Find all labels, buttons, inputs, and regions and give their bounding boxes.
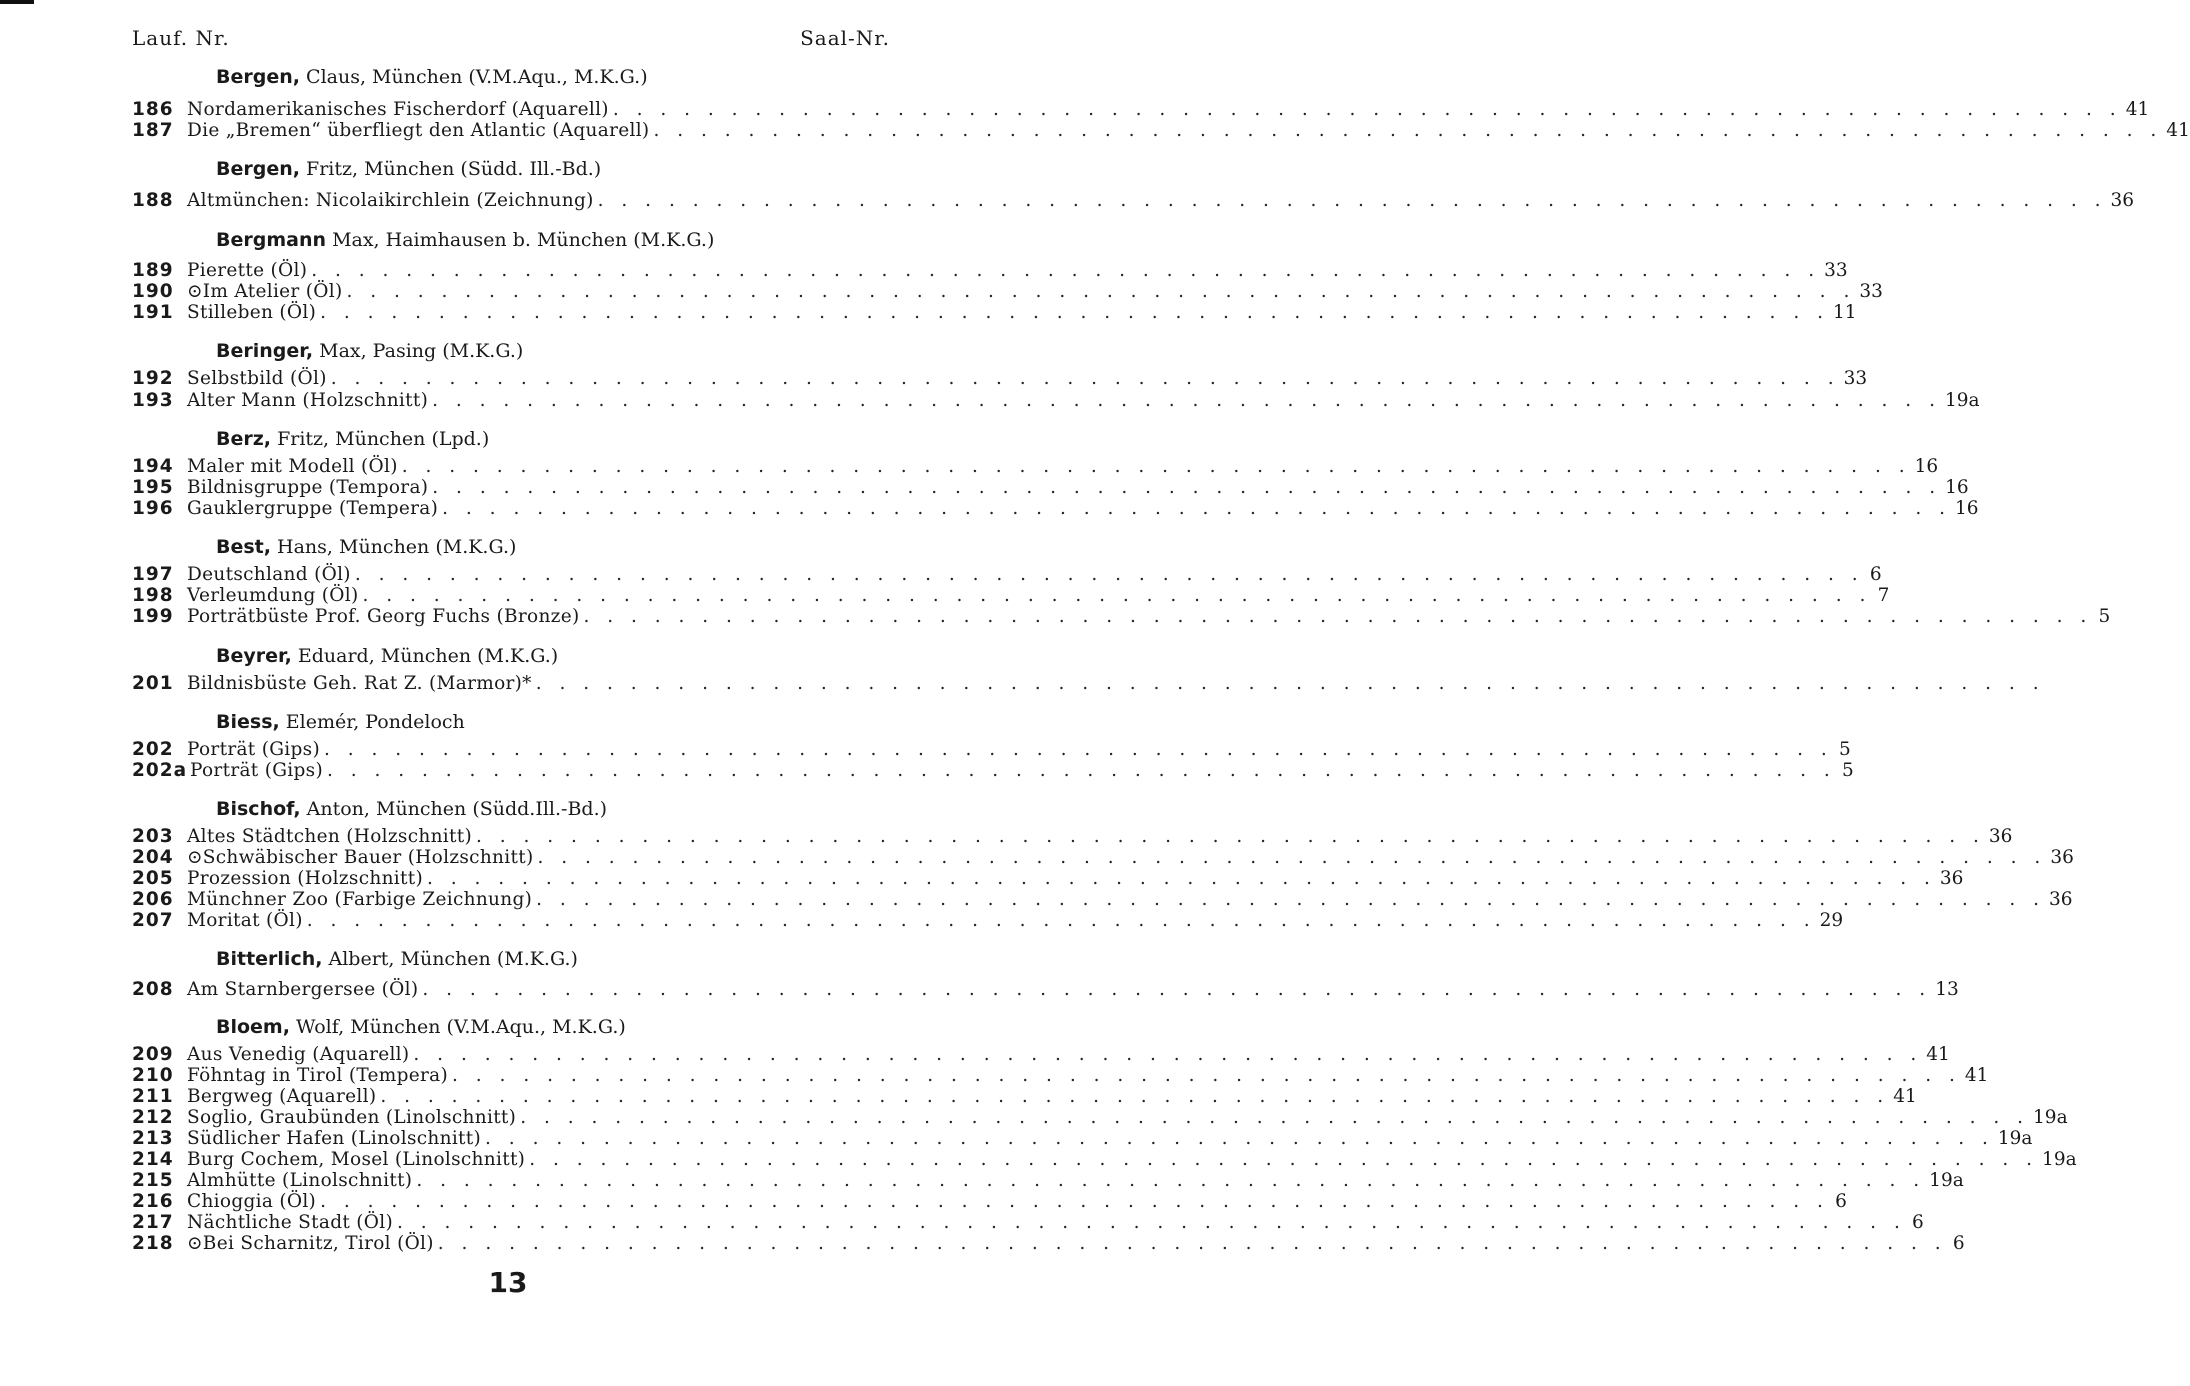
entry-number: 204 bbox=[132, 847, 174, 868]
catalog-entry bbox=[132, 1107, 2068, 1129]
entry-title: ⊙Bei Scharnitz, Tirol (Öl) bbox=[187, 1233, 434, 1254]
entry-title: Südlicher Hafen (Linolschnitt) bbox=[187, 1128, 482, 1149]
catalog-entry bbox=[132, 390, 1980, 412]
artist-details: Albert, München (M.K.G.) bbox=[328, 948, 578, 970]
artist-details: Wolf, München (V.M.Aqu., M.K.G.) bbox=[296, 1016, 626, 1038]
entry-room: 33 bbox=[1859, 281, 1883, 302]
entry-title: Altmünchen: Nicolaikirchlein (Zeichnung) bbox=[187, 190, 594, 211]
catalog-entry bbox=[132, 260, 1848, 282]
leader-dots: . . . . . . . . . . . . . . . . . . . . . . . . . . . . . . . . . . . . . . . . . . . . . . . . . . . . . . . . . . . . . . . . bbox=[476, 826, 1985, 847]
entry-title: Pierette (Öl) bbox=[187, 260, 308, 281]
leader-dots: . . . . . . . . . . . . . . . . . . . . . . . . . . . . . . . . . . . . . . . . . . . . . . . . . . . . . . . . . . . . . . . . bbox=[432, 390, 1941, 411]
artist-heading bbox=[216, 158, 601, 180]
catalog-entry bbox=[132, 673, 2045, 695]
catalog-entry bbox=[132, 606, 2111, 628]
artist-surname: Bergmann bbox=[216, 229, 327, 251]
artist-heading bbox=[216, 229, 714, 251]
entry-title: Münchner Zoo (Farbige Zeichnung) bbox=[187, 889, 533, 910]
entry-room: 16 bbox=[1945, 477, 1969, 498]
entry-number: 187 bbox=[132, 120, 174, 141]
entry-number: 186 bbox=[132, 99, 174, 120]
entry-room: 13 bbox=[1935, 979, 1959, 1000]
entry-room: 33 bbox=[1824, 260, 1848, 281]
leader-dots: . . . . . . . . . . . . . . . . . . . . . . . . . . . . . . . . . . . . . . . . . . . . . . . . . . . . . . . . . . . . . . . . bbox=[536, 889, 2045, 910]
entry-title: Prozession (Holzschnitt) bbox=[187, 868, 424, 889]
catalog-entry bbox=[132, 1086, 1917, 1108]
leader-dots: . . . . . . . . . . . . . . . . . . . . . . . . . . . . . . . . . . . . . . . . . . . . . . . . . . . . . . . . . . . . . . . . bbox=[529, 1149, 2039, 1170]
entry-title: Aus Venedig (Aquarell) bbox=[187, 1044, 410, 1065]
catalog-entry bbox=[132, 847, 2074, 869]
entry-title: Chioggia (Öl) bbox=[187, 1191, 317, 1212]
entry-title: Selbstbild (Öl) bbox=[187, 368, 327, 389]
catalog-entry bbox=[132, 281, 1883, 303]
catalog-entry bbox=[132, 564, 1882, 586]
catalog-entry bbox=[132, 1065, 1989, 1087]
catalog-entry bbox=[132, 739, 1851, 761]
entry-title: ⊙Im Atelier (Öl) bbox=[187, 281, 343, 302]
entry-room: 33 bbox=[1843, 368, 1868, 389]
entry-title: Bergweg (Aquarell) bbox=[187, 1086, 377, 1107]
catalog-entry bbox=[132, 477, 1969, 499]
leader-dots: . . . . . . . . . . . . . . . . . . . . . . . . . . . . . . . . . . . . . . . . . . . . . . . . . . . . . . . . . . . . . . . . bbox=[535, 673, 2045, 694]
catalog-entry bbox=[132, 826, 2013, 848]
entry-title: Bildnisbüste Geh. Rat Z. (Marmor)* bbox=[187, 673, 532, 694]
artist-heading bbox=[216, 66, 648, 88]
catalog-entry bbox=[132, 190, 2135, 212]
entry-number: 216 bbox=[132, 1191, 174, 1212]
entry-number: 212 bbox=[132, 1107, 174, 1128]
entry-number: 206 bbox=[132, 889, 174, 910]
leader-dots: . . . . . . . . . . . . . . . . . . . . . . . . . . . . . . . . . . . . . . . . . . . . . . . . . . . . . . . . . . . . . . . . bbox=[432, 477, 1942, 498]
entry-room: 6 bbox=[1952, 1233, 1965, 1254]
catalog-entry bbox=[132, 302, 1857, 324]
leader-dots: . . . . . . . . . . . . . . . . . . . . . . . . . . . . . . . . . . . . . . . . . . . . . . . . . . . . . . . . . . . . . . . . bbox=[413, 1044, 1923, 1065]
catalog-entry bbox=[132, 1044, 1950, 1066]
artist-surname: Bergen, bbox=[216, 66, 300, 88]
catalog-entry bbox=[132, 1233, 1965, 1255]
entry-number: 198 bbox=[132, 585, 174, 606]
leader-dots: . . . . . . . . . . . . . . . . . . . . . . . . . . . . . . . . . . . . . . . . . . . . . . . . . . . . . . . . . . . . . . . . bbox=[320, 1191, 1829, 1212]
artist-heading bbox=[216, 798, 607, 820]
artist-heading bbox=[216, 645, 558, 667]
artist-details: Elemér, Pondeloch bbox=[285, 711, 465, 733]
entry-title: Soglio, Graubünden (Linolschnitt) bbox=[187, 1107, 517, 1128]
entry-room: 41 bbox=[1893, 1086, 1917, 1107]
artist-surname: Bischof, bbox=[216, 798, 301, 820]
entry-room: 6 bbox=[1869, 564, 1882, 585]
leader-dots: . . . . . . . . . . . . . . . . . . . . . . . . . . . . . . . . . . . . . . . . . . . . . . . . . . . . . . . . . . . . . . . . bbox=[442, 498, 1951, 519]
catalog-entry bbox=[132, 498, 1979, 520]
entry-title: Maler mit Modell (Öl) bbox=[187, 456, 398, 477]
catalog-entry bbox=[132, 1191, 1847, 1213]
leader-dots: . . . . . . . . . . . . . . . . . . . . . . . . . . . . . . . . . . . . . . . . . . . . . . . . . . . . . . . . . . . . . . . . bbox=[416, 1170, 1926, 1191]
entry-number: 217 bbox=[132, 1212, 174, 1233]
catalog-entry bbox=[132, 1128, 2033, 1150]
artist-surname: Beringer, bbox=[216, 340, 314, 362]
entry-number: 210 bbox=[132, 1065, 174, 1086]
entry-title: Föhntag in Tirol (Tempera) bbox=[187, 1065, 449, 1086]
entry-number: 218 bbox=[132, 1233, 174, 1254]
artist-details: Fritz, München (Südd. Ill.-Bd.) bbox=[306, 158, 602, 180]
entry-room: 41 bbox=[2166, 120, 2190, 141]
catalog-entry bbox=[132, 1170, 1964, 1192]
entry-title: Stilleben (Öl) bbox=[187, 302, 317, 323]
leader-dots: . . . . . . . . . . . . . . . . . . . . . . . . . . . . . . . . . . . . . . . . . . . . . . . . . . . . . . . . . . . . . . . . bbox=[326, 760, 1836, 781]
artist-details: Claus, München (V.M.Aqu., M.K.G.) bbox=[306, 66, 648, 88]
artist-heading bbox=[216, 428, 489, 450]
entry-title: Nächtliche Stadt (Öl) bbox=[187, 1212, 393, 1233]
artist-surname: Bergen, bbox=[216, 158, 300, 180]
artist-surname: Bitterlich, bbox=[216, 948, 323, 970]
entry-number: 215 bbox=[132, 1170, 174, 1191]
entry-number: 203 bbox=[132, 826, 174, 847]
entry-room: 6 bbox=[1835, 1191, 1847, 1212]
leader-dots: . . . . . . . . . . . . . . . . . . . . . . . . . . . . . . . . . . . . . . . . . . . . . . . . . . . . . . . . . . . . . . . . bbox=[597, 190, 2107, 211]
entry-room: 36 bbox=[1939, 868, 1964, 889]
artist-heading bbox=[216, 340, 523, 362]
artist-details: Hans, München (M.K.G.) bbox=[277, 536, 517, 558]
entry-number: 211 bbox=[132, 1086, 174, 1107]
entry-title: Alter Mann (Holzschnitt) bbox=[187, 390, 429, 411]
entry-title: Burg Cochem, Mosel (Linolschnitt) bbox=[187, 1149, 526, 1170]
entry-title: Bildnisgruppe (Tempora) bbox=[187, 477, 429, 498]
leader-dots: . . . . . . . . . . . . . . . . . . . . . . . . . . . . . . . . . . . . . . . . . . . . . . . . . . . . . . . . . . . . . . . . bbox=[330, 368, 1840, 389]
entry-number: 209 bbox=[132, 1044, 174, 1065]
artist-heading bbox=[216, 536, 516, 558]
entry-number: 202 bbox=[132, 739, 174, 760]
entry-number: 208 bbox=[132, 979, 174, 1000]
entry-title: Almhütte (Linolschnitt) bbox=[187, 1170, 413, 1191]
artist-surname: Berz, bbox=[216, 428, 272, 450]
artist-surname: Bloem, bbox=[216, 1016, 290, 1038]
artist-heading bbox=[216, 1016, 626, 1038]
entry-title: ⊙Schwäbischer Bauer (Holzschnitt) bbox=[187, 847, 534, 868]
leader-dots: . . . . . . . . . . . . . . . . . . . . . . . . . . . . . . . . . . . . . . . . . . . . . . . . . . . . . . . . . . . . . . . . bbox=[396, 1212, 1906, 1233]
artist-details: Eduard, München (M.K.G.) bbox=[297, 645, 559, 667]
entry-number: 205 bbox=[132, 868, 174, 889]
leader-dots: . . . . . . . . . . . . . . . . . . . . . . . . . . . . . . . . . . . . . . . . . . . . . . . . . . . . . . . . . . . . . . . . bbox=[320, 302, 1829, 323]
entry-number: 190 bbox=[132, 281, 174, 302]
entry-title: Gauklergruppe (Tempera) bbox=[187, 498, 439, 519]
entry-number: 202a bbox=[132, 760, 188, 781]
entry-room: 16 bbox=[1914, 456, 1939, 477]
entry-room: 36 bbox=[2049, 889, 2073, 910]
entry-title: Moritat (Öl) bbox=[187, 910, 303, 931]
entry-number: 213 bbox=[132, 1128, 174, 1149]
leader-dots: . . . . . . . . . . . . . . . . . . . . . . . . . . . . . . . . . . . . . . . . . . . . . . . . . . . . . . . . . . . . . . . . bbox=[401, 456, 1911, 477]
leader-dots: . . . . . . . . . . . . . . . . . . . . . . . . . . . . . . . . . . . . . . . . . . . . . . . . . . . . . . . . . . . . . . . . bbox=[362, 585, 1872, 606]
leader-dots: . . . . . . . . . . . . . . . . . . . . . . . . . . . . . . . . . . . . . . . . . . . . . . . . . . . . . . . . . . . . . . . . bbox=[311, 260, 1821, 281]
leader-dots: . . . . . . . . . . . . . . . . . . . . . . . . . . . . . . . . . . . . . . . . . . . . . . . . . . . . . . . . . . . . . . . . bbox=[437, 1233, 1947, 1254]
entry-room: 16 bbox=[1955, 498, 1979, 519]
catalog-entry bbox=[132, 889, 2073, 911]
entry-room: 19a bbox=[2042, 1149, 2077, 1170]
entry-title: Deutschland (Öl) bbox=[187, 564, 351, 585]
entry-room: 5 bbox=[1842, 760, 1854, 781]
entry-room: 29 bbox=[1819, 910, 1844, 931]
column-header-saal-nr: Saal-Nr. bbox=[800, 26, 890, 50]
entry-room: 36 bbox=[1988, 826, 2013, 847]
entry-room: 36 bbox=[2110, 190, 2135, 211]
catalog-entry bbox=[132, 760, 1854, 782]
catalog-entry bbox=[132, 1212, 1924, 1234]
entry-number: 192 bbox=[132, 368, 174, 389]
entry-number: 201 bbox=[132, 673, 174, 694]
entry-room: 19a bbox=[1997, 1128, 2033, 1149]
catalog-entry bbox=[132, 456, 1939, 478]
page-number: 13 bbox=[488, 1266, 528, 1299]
leader-dots: . . . . . . . . . . . . . . . . . . . . . . . . . . . . . . . . . . . . . . . . . . . . . . . . . . . . . . . . . . . . . . . . bbox=[452, 1065, 1961, 1086]
entry-number: 197 bbox=[132, 564, 174, 585]
entry-number: 207 bbox=[132, 910, 174, 931]
entry-room: 6 bbox=[1912, 1212, 1924, 1233]
catalog-entry bbox=[132, 99, 2150, 121]
entry-room: 19a bbox=[2033, 1107, 2068, 1128]
entry-title: Nordamerikanisches Fischerdorf (Aquarell) bbox=[187, 99, 609, 120]
entry-room: 41 bbox=[1926, 1044, 1950, 1065]
leader-dots: . . . . . . . . . . . . . . . . . . . . . . . . . . . . . . . . . . . . . . . . . . . . . . . . . . . . . . . . . . . . . . . . bbox=[485, 1128, 1994, 1149]
leader-dots: . . . . . . . . . . . . . . . . . . . . . . . . . . . . . . . . . . . . . . . . . . . . . . . . . . . . . . . . . . . . . . . . bbox=[583, 606, 2093, 627]
entry-number: 199 bbox=[132, 606, 174, 627]
leader-dots: . . . . . . . . . . . . . . . . . . . . . . . . . . . . . . . . . . . . . . . . . . . . . . . . . . . . . . . . . . . . . . . . bbox=[354, 564, 1864, 585]
artist-heading bbox=[216, 711, 465, 733]
entry-room: 41 bbox=[1964, 1065, 1989, 1086]
artist-details: Max, Pasing (M.K.G.) bbox=[319, 340, 524, 362]
entry-number: 191 bbox=[132, 302, 174, 323]
entry-room: 5 bbox=[1839, 739, 1851, 760]
entry-title: Porträtbüste Prof. Georg Fuchs (Bronze) bbox=[187, 606, 580, 627]
catalog-entry bbox=[132, 585, 1890, 607]
catalog-entry bbox=[132, 1149, 2077, 1171]
entry-room: 7 bbox=[1877, 585, 1890, 606]
entry-title: Verleumdung (Öl) bbox=[187, 585, 359, 606]
artist-surname: Beyrer, bbox=[216, 645, 292, 667]
leader-dots: . . . . . . . . . . . . . . . . . . . . . . . . . . . . . . . . . . . . . . . . . . . . . . . . . . . . . . . . . . . . . . . . bbox=[346, 281, 1856, 302]
artist-surname: Biess, bbox=[216, 711, 280, 733]
entry-room: 11 bbox=[1832, 302, 1857, 323]
entry-number: 189 bbox=[132, 260, 174, 281]
leader-dots: . . . . . . . . . . . . . . . . . . . . . . . . . . . . . . . . . . . . . . . . . . . . . . . . . . . . . . . . . . . . . . . . bbox=[306, 910, 1816, 931]
entry-title: Am Starnbergersee (Öl) bbox=[187, 979, 419, 1000]
entry-room: 41 bbox=[2125, 99, 2150, 120]
catalog-entry bbox=[132, 979, 1959, 1001]
artist-heading bbox=[216, 948, 578, 970]
leader-dots: . . . . . . . . . . . . . . . . . . . . . . . . . . . . . . . . . . . . . . . . . . . . . . . . . . . . . . . . . . . . . . . . bbox=[612, 99, 2122, 120]
entry-number: 214 bbox=[132, 1149, 174, 1170]
entry-number: 188 bbox=[132, 190, 174, 211]
entry-number: 193 bbox=[132, 390, 174, 411]
entry-room: 36 bbox=[2050, 847, 2074, 868]
catalog-entry bbox=[132, 910, 1844, 932]
leader-dots: . . . . . . . . . . . . . . . . . . . . . . . . . . . . . . . . . . . . . . . . . . . . . . . . . . . . . . . . . . . . . . . . bbox=[323, 739, 1833, 760]
leader-dots: . . . . . . . . . . . . . . . . . . . . . . . . . . . . . . . . . . . . . . . . . . . . . . . . . . . . . . . . . . . . . . . . bbox=[653, 120, 2163, 141]
entry-title: Die „Bremen“ überfliegt den Atlantic (Aquarell) bbox=[187, 120, 650, 141]
entry-room: 5 bbox=[2098, 606, 2111, 627]
artist-details: Max, Haimhausen b. München (M.K.G.) bbox=[332, 229, 715, 251]
leader-dots: . . . . . . . . . . . . . . . . . . . . . . . . . . . . . . . . . . . . . . . . . . . . . . . . . . . . . . . . . . . . . . . . bbox=[537, 847, 2047, 868]
catalog-entry bbox=[132, 868, 1964, 890]
entry-number: 196 bbox=[132, 498, 174, 519]
artist-details: Fritz, München (Lpd.) bbox=[277, 428, 490, 450]
artist-surname: Best, bbox=[216, 536, 271, 558]
entry-title: Porträt (Gips) bbox=[187, 739, 320, 760]
entry-room: 19a bbox=[1929, 1170, 1964, 1191]
entry-number: 194 bbox=[132, 456, 174, 477]
entry-room: 19a bbox=[1944, 390, 1980, 411]
artist-details: Anton, München (Südd.Ill.-Bd.) bbox=[306, 798, 608, 820]
leader-dots: . . . . . . . . . . . . . . . . . . . . . . . . . . . . . . . . . . . . . . . . . . . . . . . . . . . . . . . . . . . . . . . . bbox=[380, 1086, 1890, 1107]
entry-title: Porträt (Gips) bbox=[190, 760, 323, 781]
entry-title: Altes Städtchen (Holzschnitt) bbox=[187, 826, 473, 847]
scan-mark bbox=[0, 0, 34, 4]
leader-dots: . . . . . . . . . . . . . . . . . . . . . . . . . . . . . . . . . . . . . . . . . . . . . . . . . . . . . . . . . . . . . . . . bbox=[422, 979, 1932, 1000]
leader-dots: . . . . . . . . . . . . . . . . . . . . . . . . . . . . . . . . . . . . . . . . . . . . . . . . . . . . . . . . . . . . . . . . bbox=[427, 868, 1936, 889]
column-header-lauf-nr: Lauf. Nr. bbox=[132, 26, 230, 50]
catalog-entry bbox=[132, 368, 1868, 390]
entry-number: 195 bbox=[132, 477, 174, 498]
catalog-entry bbox=[132, 120, 2190, 142]
leader-dots: . . . . . . . . . . . . . . . . . . . . . . . . . . . . . . . . . . . . . . . . . . . . . . . . . . . . . . . . . . . . . . . . bbox=[520, 1107, 2030, 1128]
